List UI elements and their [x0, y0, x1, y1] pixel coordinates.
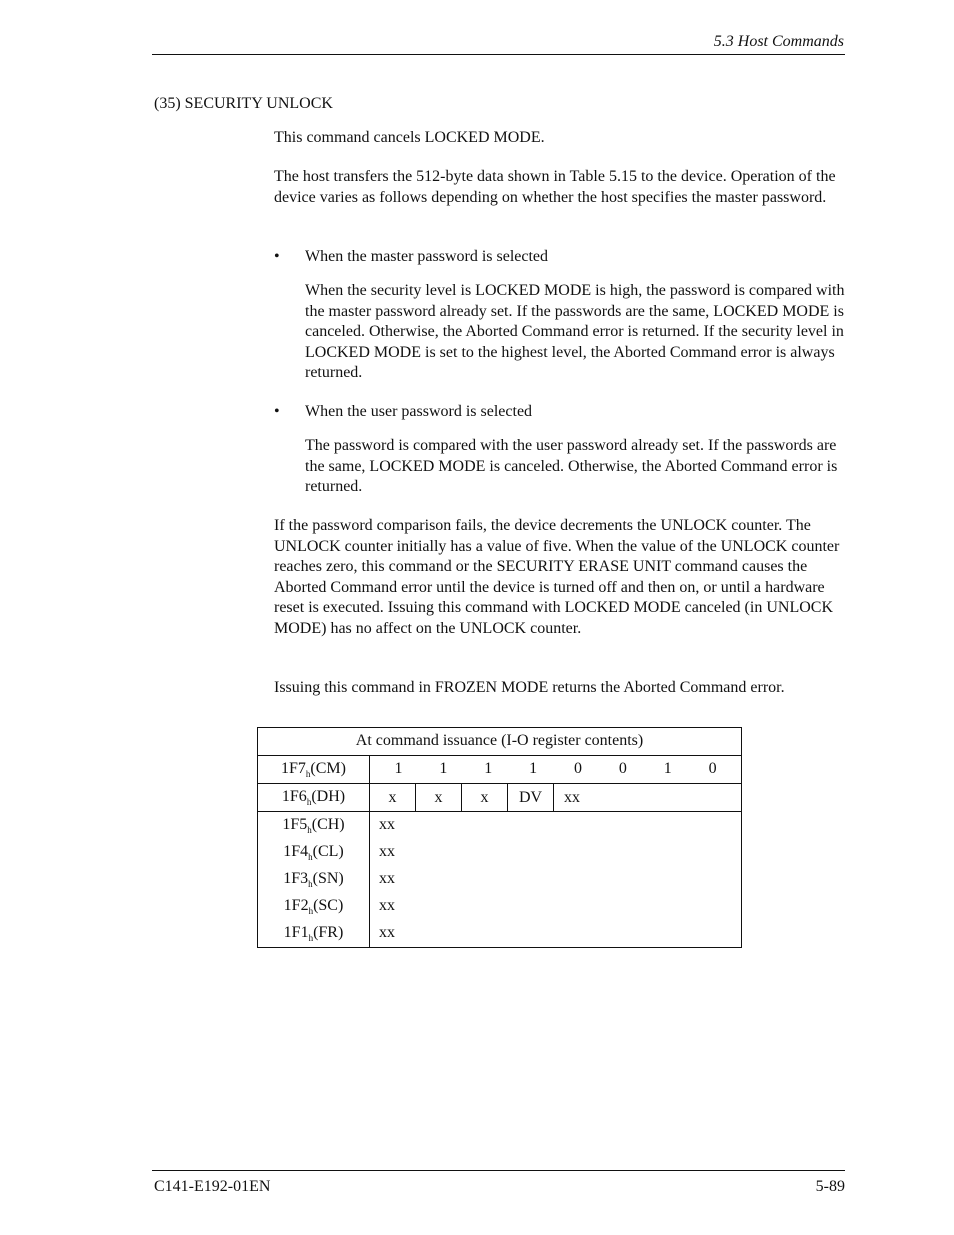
bit-2: 0 — [618, 760, 627, 778]
register-value-fr: xx — [370, 920, 742, 948]
register-name-cl: $1F4_h(CL)$ — [258, 839, 370, 866]
register-table — [257, 727, 742, 948]
command-bits — [370, 756, 742, 784]
table-row — [258, 812, 742, 840]
register-value-sn: xx — [370, 866, 742, 893]
bit-4: 1 — [529, 760, 538, 778]
register-name-cm: $1F7_h(CM)$ — [258, 756, 370, 784]
table-row — [258, 839, 742, 866]
footer-page-number: 5-89 — [815, 1178, 845, 1195]
register-table-caption: At command issuance (I-O register contents) — [258, 728, 742, 756]
intro-paragraph: This command cancels LOCKED MODE. — [274, 129, 545, 146]
dh-bit-7: x — [370, 784, 416, 811]
bullet-icon: • — [274, 248, 280, 265]
running-header-title: 5.3 Host Commands — [713, 33, 844, 50]
footer-rule — [152, 1170, 845, 1171]
register-value-ch: xx — [370, 812, 742, 840]
bit-5: 1 — [484, 760, 493, 778]
table-row — [258, 866, 742, 893]
bit-6: 1 — [439, 760, 448, 778]
transfer-paragraph: The host transfers the 512-byte data shown in Table 5.15 to the device. Operation of the device varies as follows depending on whether the host specifies the master password. — [274, 168, 836, 206]
register-name-fr: $1F1_h(FR)$ — [258, 920, 370, 948]
bullet-label-user: When the user password is selected — [305, 403, 533, 420]
table-row — [258, 920, 742, 948]
register-name-sc: $1F2_h(SC)$ — [258, 893, 370, 920]
dh-bit-dv: DV — [508, 784, 554, 811]
register-name-ch: $1F5_h(CH)$ — [258, 812, 370, 840]
register-name-sn: $1F3_h(SN)$ — [258, 866, 370, 893]
counter-paragraph: If the password comparison fails, the device decrements the UNLOCK counter. The UNLOCK counter initially has a value of five. When the value of the UNLOCK counter reaches zero, this command or the SECURITY ERASE UNIT command causes the Aborted Command error until the device is turned off and then on, or until a hardware reset is executed. Issuing this command with LOCKED MODE canceled (in UNLOCK MODE) has no affect on the UNLOCK counter. — [274, 517, 840, 637]
bullet-label-master: When the master password is selected — [305, 248, 549, 265]
dh-bit-6: x — [416, 784, 462, 811]
bit-3: 0 — [573, 760, 582, 778]
frozen-paragraph: Issuing this command in FROZEN MODE returns the Aborted Command error. — [274, 679, 785, 696]
user-detail-paragraph: The password is compared with the user password already set. If the passwords are the same, LOCKED MODE is canceled. Otherwise, the Aborted Command error is returned. — [305, 437, 838, 495]
bullet-icon: • — [274, 403, 280, 420]
footer-doc-code: C141-E192-01EN — [154, 1178, 271, 1195]
table-row — [258, 756, 742, 784]
dh-bits-rest: xx — [564, 789, 580, 806]
register-value-sc: xx — [370, 893, 742, 920]
table-row — [258, 893, 742, 920]
table-row — [258, 784, 742, 812]
register-value-cl: xx — [370, 839, 742, 866]
header-rule — [152, 54, 845, 55]
dh-bit-5: x — [462, 784, 508, 811]
bit-0: 0 — [708, 760, 717, 778]
master-detail-paragraph: When the security level is LOCKED MODE is high, the password is compared with the master password already set. If the passwords are the same, LOCKED MODE is canceled. Otherwise, the Aborted Command error is returned. If the security level in LOCKED MODE is set to the highest level, the Aborted Command error is always returned. — [305, 282, 845, 381]
bit-7: 1 — [394, 760, 403, 778]
drive-head-bits — [370, 784, 742, 812]
bit-1: 1 — [663, 760, 672, 778]
section-heading: (35) SECURITY UNLOCK — [154, 95, 333, 112]
register-name-dh: $1F6_h(DH)$ — [258, 784, 370, 812]
